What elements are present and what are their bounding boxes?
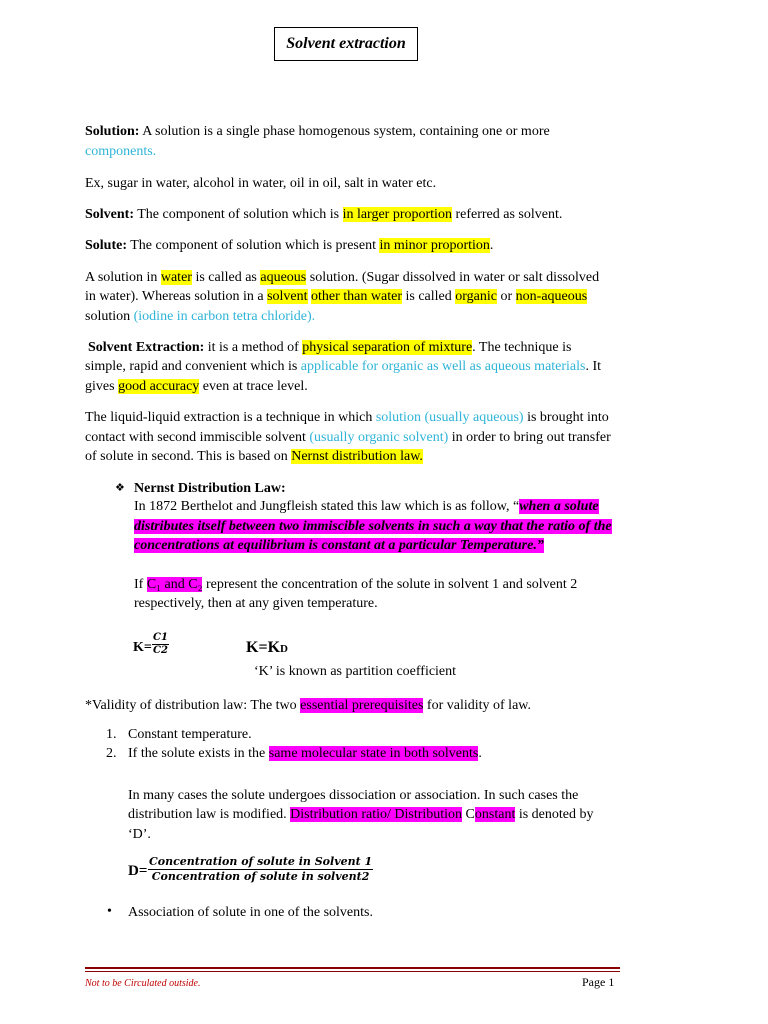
d-denominator: Concentration of solute in solvent2 — [151, 870, 370, 883]
extraction-line-1 — [88, 338, 571, 357]
k-note: ‘K’ is known as partition coefficient — [254, 664, 457, 679]
k-equation — [246, 639, 288, 657]
k-label: K= — [133, 640, 152, 655]
solute-definition — [85, 236, 493, 255]
highlight: essential prerequisites — [300, 698, 424, 713]
solute-text-end: . — [489, 238, 494, 253]
solute-label: Solute: — [85, 238, 127, 253]
highlight: C₁ and C₂ — [146, 577, 203, 592]
text: in order to bring out transfer — [448, 430, 611, 445]
bullet-icon: • — [107, 904, 112, 919]
solution-definition — [85, 122, 550, 141]
solution-label: Solution: — [85, 124, 140, 139]
extraction-line-3 — [85, 377, 308, 396]
cyan-text: (usually organic solvent) — [309, 430, 449, 445]
cyan-text: (iodine in carbon tetra chloride). — [133, 309, 316, 324]
text: is denoted by — [515, 807, 594, 822]
solute-text: The component of solution which is present — [127, 238, 380, 253]
text: is called as — [191, 270, 261, 285]
highlight: Distribution ratio/ Distribution — [290, 807, 463, 822]
text: or — [497, 289, 516, 304]
text: is brought into — [523, 410, 609, 425]
d-label: D= — [128, 863, 148, 879]
nernst-line-3 — [134, 536, 544, 555]
extraction-label: Solvent Extraction: — [88, 340, 205, 355]
validity-line — [85, 696, 531, 715]
k-fraction — [152, 632, 169, 657]
list-num-2: 2. — [106, 746, 117, 761]
nernst-line-2 — [134, 517, 612, 536]
aqueous-line-3 — [85, 307, 315, 326]
solvent-definition — [85, 205, 562, 224]
text: *Validity of distribution law: The two — [85, 698, 301, 713]
page-number: Page 1 — [582, 975, 615, 989]
list-item-1: Constant temperature. — [128, 727, 252, 742]
k-eq-subscript: D — [280, 643, 288, 655]
d-fraction — [148, 855, 373, 884]
text: If — [134, 577, 147, 592]
lle-line-1 — [85, 408, 609, 427]
solvent-text-end: referred as solvent. — [451, 207, 563, 222]
text: C — [462, 807, 475, 822]
text: gives — [85, 379, 119, 394]
text: In 1872 Berthelot and Jungfleish stated this law which is as follow, — [134, 499, 513, 514]
dissociation-line-1: In many cases the solute undergoes dissociation or association. In such cases the — [128, 788, 579, 803]
highlight: onstant — [474, 807, 516, 822]
footer-notice: Not to be Circulated outside. — [85, 978, 201, 989]
highlight: in minor proportion — [379, 238, 490, 253]
text: for validity of law. — [423, 698, 531, 713]
nernst-heading: Nernst Distribution Law: — [134, 481, 286, 496]
diamond-bullet-icon: ❖ — [115, 482, 125, 494]
footer-rule-thin — [85, 971, 620, 972]
list-item-2 — [128, 746, 482, 762]
nernst-if-line-2: respectively, then at any given temperature. — [134, 596, 378, 611]
association-item: Association of solute in one of the solvents. — [128, 905, 373, 920]
highlight: concentrations at equilibrium is constant at a particular Temperature.” — [134, 538, 544, 553]
text: solution. (Sugar dissolved in water or salt dissolved — [306, 270, 600, 285]
k-denominator: C2 — [153, 645, 168, 656]
text: . It — [585, 359, 602, 374]
highlight: when a solute — [519, 499, 599, 514]
solution-text: A solution is a single phase homogenous system, containing one or more — [139, 124, 550, 139]
highlight: non-aqueous — [515, 289, 588, 304]
page-title: Solvent extraction — [274, 27, 418, 61]
highlight: same molecular state in both solvents — [268, 746, 479, 761]
solvent-label: Solvent: — [85, 207, 134, 222]
text: contact with second immiscible solvent — [85, 430, 310, 445]
text: “ — [512, 499, 520, 514]
examples: Ex, sugar in water, alcohol in water, oil in oil, salt in water etc. — [85, 176, 437, 191]
nernst-if-line-1 — [134, 575, 577, 594]
highlight: physical separation of mixture — [302, 340, 473, 355]
highlight: solvent — [267, 289, 308, 304]
highlight: organic — [455, 289, 497, 304]
aqueous-line-2 — [85, 287, 587, 306]
lle-line-2 — [85, 428, 611, 447]
dissociation-line-3: ‘D’. — [128, 827, 151, 842]
cyan-text: applicable for organic as well as aqueous materials — [300, 359, 586, 374]
text: If the solute exists in the — [128, 746, 269, 761]
text: distribution law is modified. — [128, 807, 291, 822]
text: is called — [402, 289, 456, 304]
list-num-1: 1. — [106, 727, 117, 742]
dissociation-line-2 — [128, 805, 594, 824]
k-eq-text: K=K — [246, 639, 281, 656]
solution-components: components. — [85, 144, 157, 159]
text: A solution in — [85, 270, 161, 285]
text: . — [478, 746, 482, 761]
highlight: other than water — [311, 289, 402, 304]
highlight: aqueous — [260, 270, 307, 285]
solvent-text: The component of solution which is — [134, 207, 343, 222]
highlight: good accuracy — [118, 379, 200, 394]
text: it is a method of — [204, 340, 303, 355]
extraction-line-2 — [85, 357, 601, 376]
text: simple, rapid and convenient which is — [85, 359, 301, 374]
highlight: Nernst distribution law. — [291, 449, 423, 464]
text: even at trace level. — [199, 379, 308, 394]
text: . The technique is — [472, 340, 572, 355]
text: solution — [85, 309, 134, 324]
text: represent the concentration of the solute in solvent 1 and solvent 2 — [202, 577, 578, 592]
text: of solute in second. This is based on — [85, 449, 292, 464]
aqueous-line-1 — [85, 268, 599, 287]
cyan-text: solution (usually aqueous) — [375, 410, 524, 425]
lle-line-3 — [85, 447, 423, 466]
highlight: water — [160, 270, 192, 285]
text: in water). Whereas solution in a — [85, 289, 268, 304]
highlight: distributes itself between two immiscible solvents in such a way that the ratio of the — [134, 519, 612, 534]
nernst-line-1 — [134, 497, 599, 516]
d-numerator: Concentration of solute in Solvent 1 — [149, 855, 373, 868]
footer-rule — [85, 967, 620, 969]
k-numerator: C1 — [153, 632, 168, 643]
text: The liquid-liquid extraction is a technique in which — [85, 410, 376, 425]
highlight: in larger proportion — [342, 207, 452, 222]
